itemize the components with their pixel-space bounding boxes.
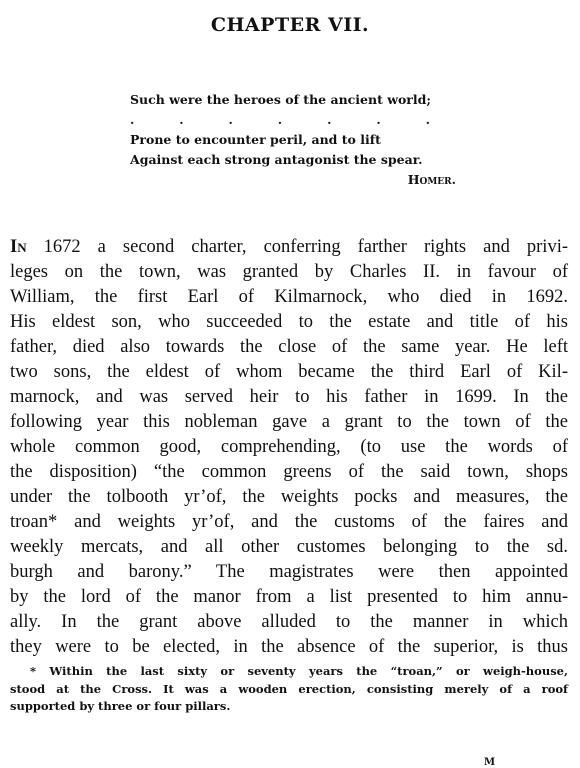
ellipsis-dot: . [228, 112, 233, 127]
body-line: weekly mercats, and all other customes belonging to the sd. [10, 537, 568, 557]
body-line: the disposition) “the common greens of the said town, shops [10, 462, 568, 482]
body-line: marnock, and was served heir to his father in 1699. In the [10, 387, 568, 407]
body-line: under the tolbooth yr’of, the weights pocks and measures, the [10, 487, 568, 507]
body-line-text: 1672 a second charter, conferring farther rights and privi- [26, 237, 568, 257]
body-line: His eldest son, who succeeded to the estate and title of his [10, 312, 568, 332]
body-line: by the lord of the manor from a list presented to him annu- [10, 587, 568, 607]
epigraph-line: Such were the heroes of the ancient world; [130, 92, 431, 107]
footnote-line: stood at the Cross. It was a wooden erection, consisting merely of a roof [10, 681, 568, 696]
body-line: two sons, the eldest of whom became the third Earl of Kil- [10, 362, 568, 382]
footnote-line: supported by three or four pillars. [10, 699, 231, 713]
ellipsis-dot: . [327, 112, 332, 127]
ellipsis-dot: . [277, 112, 283, 127]
body-line: whole common good, comprehending, (to use the words of [10, 437, 568, 457]
body-line: they were to be elected, in the absence of the superior, is thus [10, 637, 568, 657]
epigraph-line: Prone to encounter peril, and to lift [130, 132, 381, 147]
body-line: following year this nobleman gave a grant to the town of the [10, 412, 568, 432]
epigraph-ellipsis [130, 110, 430, 130]
footnote-line: * Within the last sixty or seventy years the “troan,” or weigh-house, [30, 664, 568, 678]
ellipsis-dot: . [179, 112, 184, 127]
drop-cap: In [10, 237, 27, 257]
ellipsis-dot: . [376, 112, 381, 127]
body-paragraph [10, 235, 568, 660]
ellipsis-dot: . [130, 112, 135, 127]
body-line: ally. In the grant above alluded to the manner in which [10, 612, 568, 632]
ellipsis-dot: . [425, 112, 430, 127]
epigraph-line: Against each strong antagonist the spear. [130, 152, 423, 167]
body-line: burgh and barony.” The magistrates were then appointed [10, 562, 568, 582]
body-line [10, 235, 568, 260]
body-line: father, died also towards the close of the same year. He left [10, 337, 568, 357]
footnote [10, 663, 568, 716]
epigraph [130, 90, 460, 190]
signature-mark: M [484, 757, 496, 768]
chapter-heading: CHAPTER VII. [210, 14, 370, 36]
body-line: leges on the town, was granted by Charles II. in favour of [10, 262, 568, 282]
body-line: troan* and weights yr’of, and the customs of the faires and [10, 512, 568, 532]
body-line: William, the first Earl of Kilmarnock, who died in 1692. [10, 287, 568, 307]
epigraph-attribution: Homer. [407, 172, 456, 187]
